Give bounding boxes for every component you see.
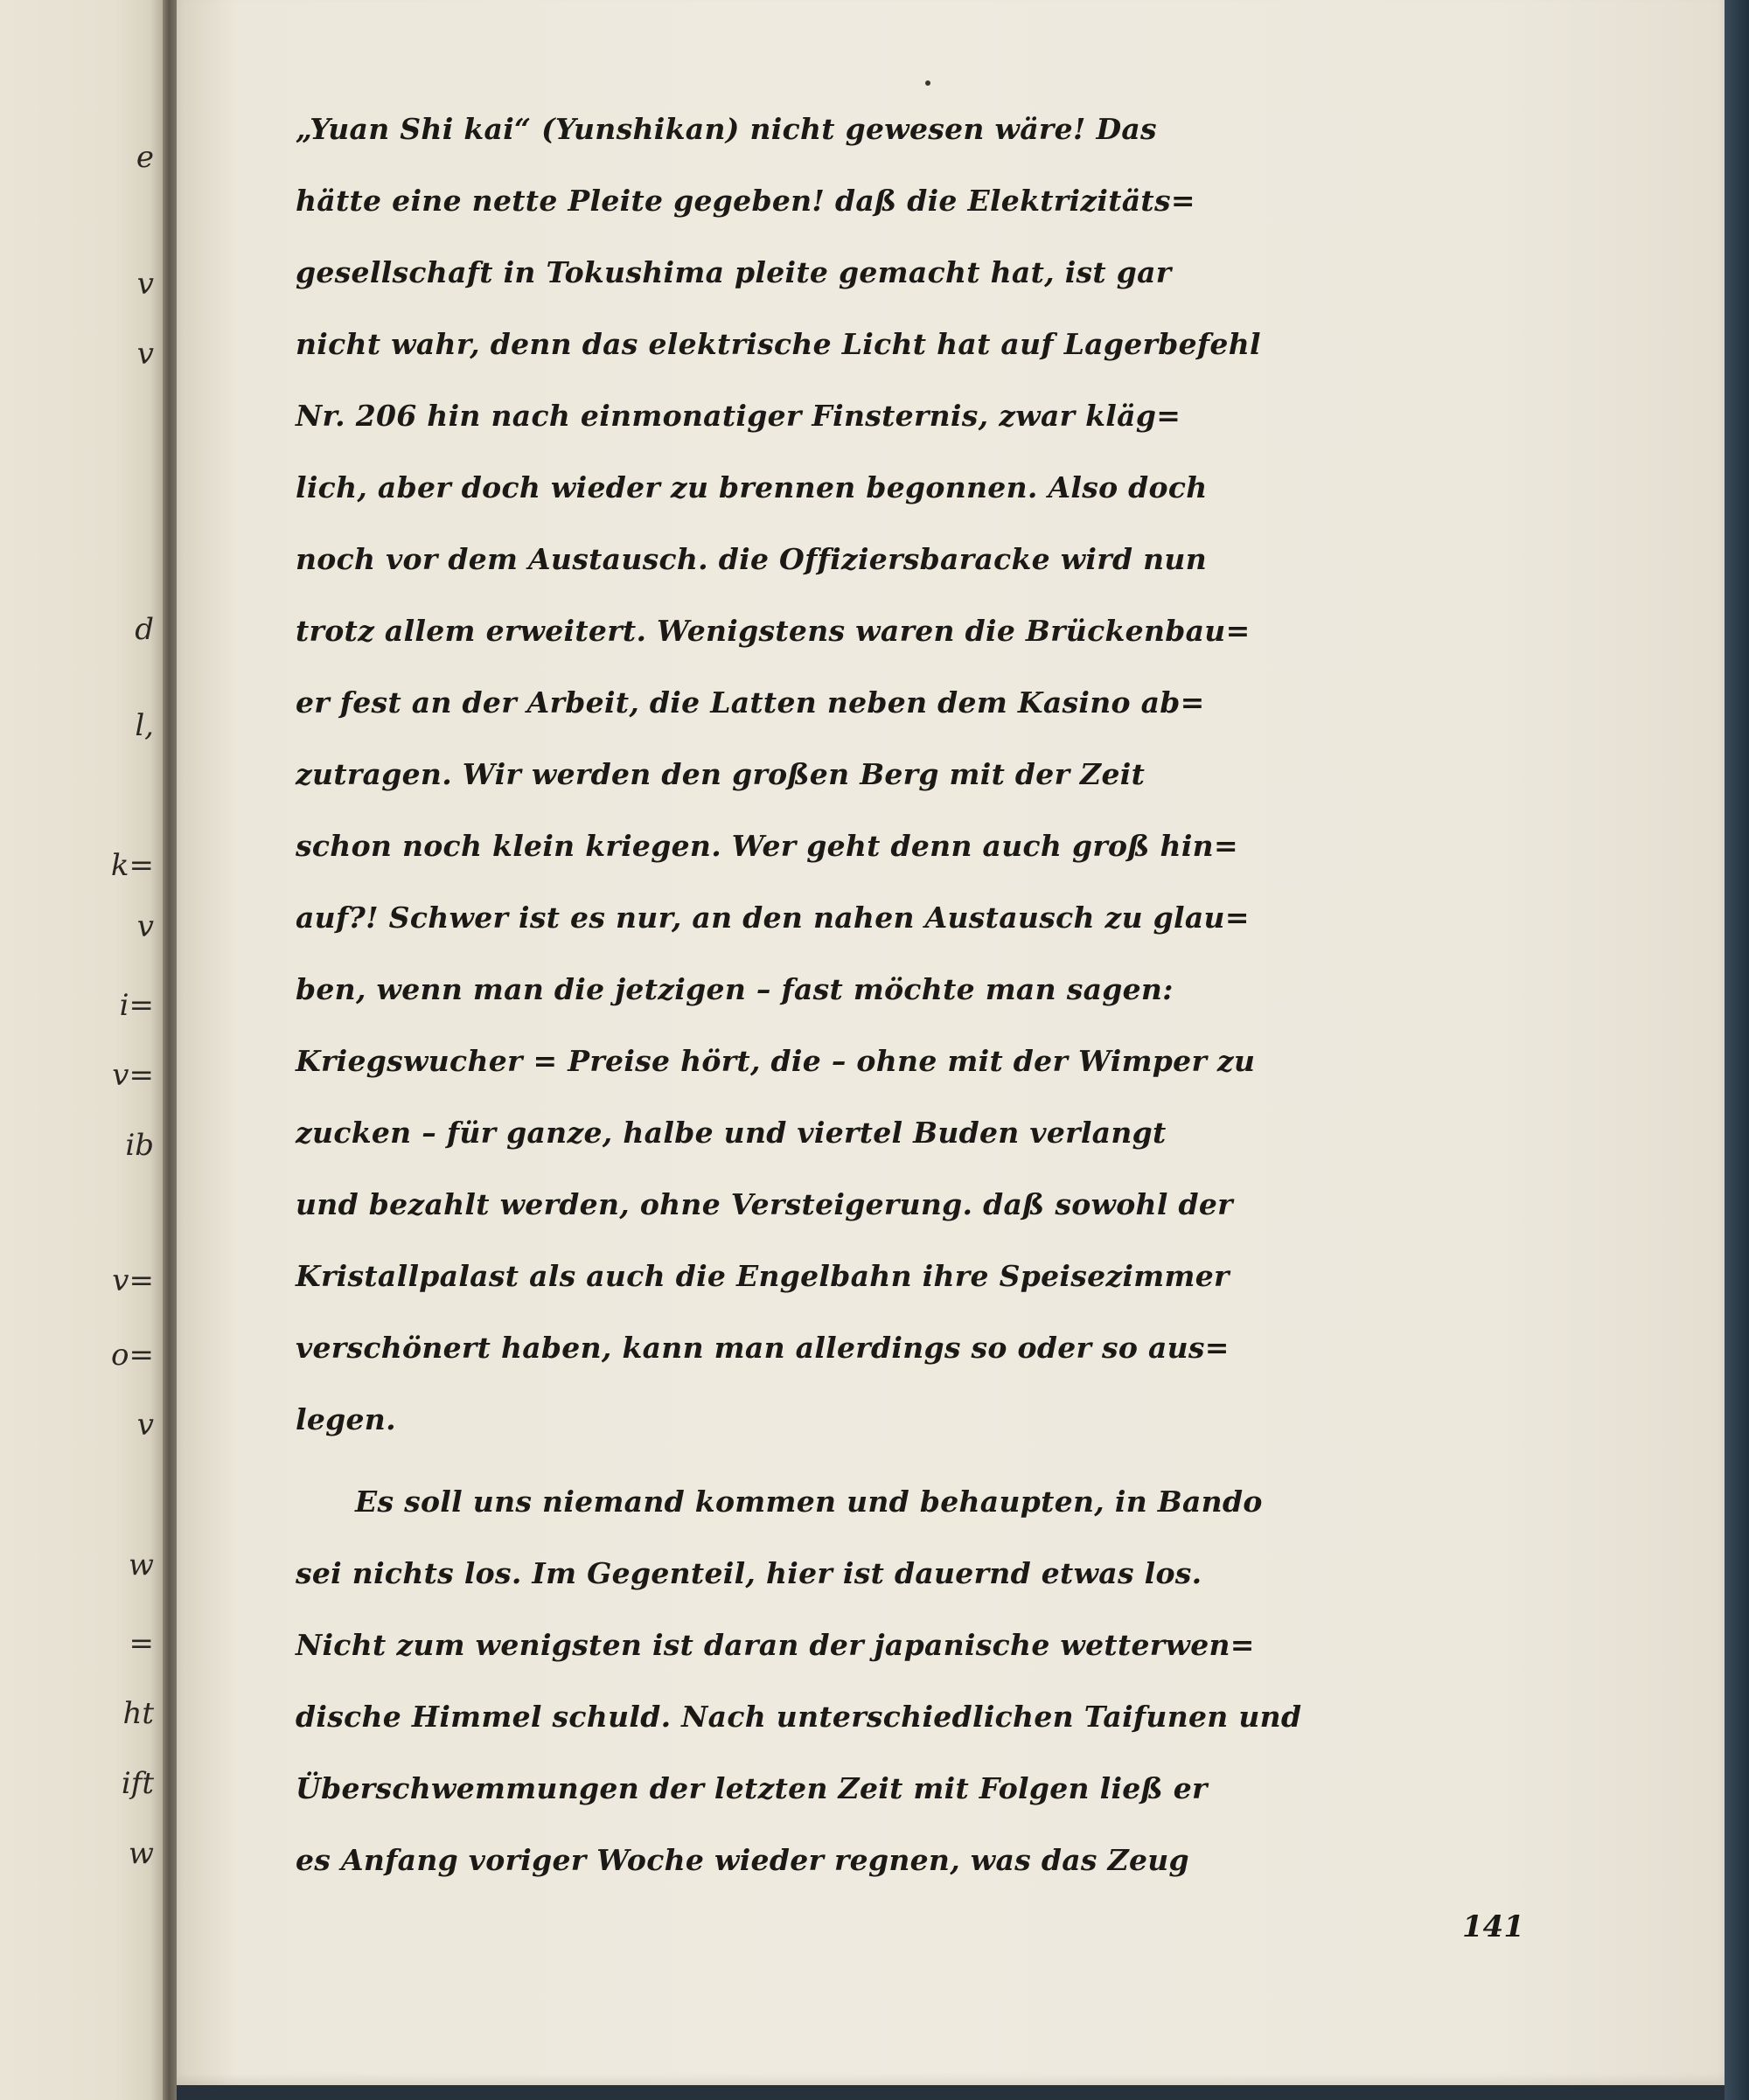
fragment: l, (135, 708, 154, 743)
text-line: „Yuan Shi kai“ (Yunshikan) nicht gewesen wäre! Das (296, 112, 1157, 146)
text-line: es Anfang voriger Woche wieder regnen, was das Zeug (296, 1843, 1189, 1877)
fragment: ift (121, 1766, 154, 1801)
fragment: ht (122, 1696, 154, 1731)
text-line: hätte eine nette Pleite gegeben! daß die Elektrizitäts= (296, 184, 1195, 218)
text-line: Kristallpalast als auch die Engelbahn ihre Speisezimmer (296, 1259, 1230, 1293)
fragment: v= (112, 1058, 154, 1093)
fragment: v= (112, 1263, 154, 1298)
fragment: v (136, 267, 154, 302)
text-line: auf?! Schwer ist es nur, an den nahen Austausch zu glau= (296, 900, 1250, 935)
text-line: noch vor dem Austausch. die Offiziersbaracke wird nun (296, 542, 1207, 576)
text-line: sei nichts los. Im Gegenteil, hier ist dauernd etwas los. (296, 1556, 1202, 1590)
text-line: er fest an der Arbeit, die Latten neben dem Kasino ab= (296, 685, 1205, 720)
page-edge-shadow (1725, 0, 1749, 2100)
fragment: v (136, 337, 154, 372)
text-line: verschönert haben, kann man allerdings so oder so aus= (296, 1331, 1230, 1365)
fragment: i= (119, 988, 154, 1023)
text-line: Überschwemmungen der letzten Zeit mit Folgen ließ er (296, 1771, 1208, 1805)
previous-page-edge (0, 0, 163, 2100)
text-line: ben, wenn man die jetzigen – fast möchte man sagen: (296, 972, 1174, 1006)
text-line: dische Himmel schuld. Nach unterschiedlichen Taifunen und (296, 1700, 1302, 1734)
book-gutter (163, 0, 177, 2100)
fragment: d (135, 612, 154, 647)
text-line: gesellschaft in Tokushima pleite gemacht hat, ist gar (296, 255, 1172, 289)
text-line: Es soll uns niemand kommen und behaupten, in Bando (355, 1485, 1263, 1519)
text-line: Kriegswucher = Preise hört, die – ohne mit der Wimper zu (296, 1044, 1256, 1078)
previous-page-line-ends (107, 0, 159, 2100)
fragment: w (128, 1836, 154, 1871)
text-line: und bezahlt werden, ohne Versteigerung. daß sowohl der (296, 1187, 1233, 1221)
fragment: e (136, 140, 154, 175)
text-line: lich, aber doch wieder zu brennen begonnen. Also doch (296, 470, 1208, 504)
text-line: trotz allem erweitert. Wenigstens waren die Brückenbau= (296, 614, 1251, 648)
page-number: 141 (1462, 1909, 1524, 1944)
text-line: Nr. 206 hin nach einmonatiger Finsternis, zwar kläg= (296, 399, 1181, 433)
text-line: zutragen. Wir werden den großen Berg mit der Zeit (296, 757, 1146, 791)
fragment: v (136, 909, 154, 944)
ink-speck (925, 80, 930, 86)
fragment: o= (111, 1338, 154, 1373)
text-line: nicht wahr, denn das elektrische Licht hat auf Lagerbefehl (296, 327, 1261, 361)
text-line: zucken – für ganze, halbe und viertel Buden verlangt (296, 1116, 1167, 1150)
fragment: = (129, 1626, 154, 1661)
text-line: legen. (296, 1402, 396, 1436)
text-line: schon noch klein kriegen. Wer geht denn auch groß hin= (296, 829, 1238, 863)
text-line: Nicht zum wenigsten ist daran der japanische wetterwen= (296, 1628, 1255, 1662)
fragment: ib (125, 1128, 154, 1163)
fragment: v (136, 1408, 154, 1443)
fragment: k= (110, 848, 154, 883)
fragment: w (128, 1547, 154, 1582)
